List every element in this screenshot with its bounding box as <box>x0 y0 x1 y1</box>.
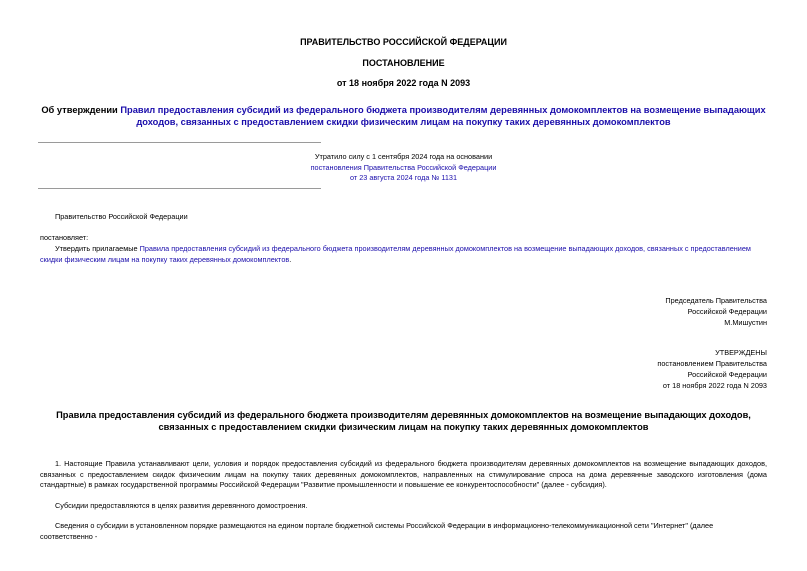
lost-force-decree-link[interactable]: постановления Правительства Российской Федерации <box>310 162 497 172</box>
government-paragraph: Правительство Российской Федерации <box>55 212 188 221</box>
rules-paragraph-3: Сведения о субсидии в установленном порядке размещаются на едином портале бюджетной системы Российской Федерации в информационно-телекоммуникационной сети "Интернет" (далее соответственно - <box>40 521 714 541</box>
rules-paragraph-1: 1. Настоящие Правила устанавливают цели, условия и порядок предоставления субсидий из федерального бюджета производителям деревянных домокомплектов на возмещение выпадающих доходов, связанных с предоставлением скидок физическим лицам на покупку таких деревянных домокомплектов, направленных на стимулирование спроса на дома деревянные заводского изготовления (дома стандартные) в рамках государственной программы Российской Федерации "Развитие промышленности и повышение ее конкурентоспособности" (далее - субсидия). <box>40 459 767 489</box>
document-title <box>40 104 767 128</box>
approve-rules-link[interactable]: Правила предоставления субсидий из федерального бюджета производителям деревянных домокомплектов на возмещение выпадающих доходов, связанных с предоставлением скидки физическим лицам на покупку таких деревянных домокомплектов <box>40 244 751 264</box>
approve-paragraph <box>40 244 767 265</box>
rules-paragraph-2: Субсидии предоставляются в целях развития деревянного домостроения. <box>55 501 308 510</box>
lost-force-date-link[interactable]: от 23 августа 2024 года № 1131 <box>349 173 458 182</box>
signature-name: М.Мишустин <box>724 318 767 327</box>
approve-prefix: Утвердить прилагаемые <box>55 244 140 253</box>
signature-position: Председатель Правительства <box>665 296 767 305</box>
approved-label: УТВЕРЖДЕНЫ <box>715 348 767 357</box>
approve-suffix: . <box>289 254 292 264</box>
signature-block <box>467 295 767 328</box>
document-date-number: от 18 ноября 2022 года N 2093 <box>336 78 471 88</box>
rules-title: Правила предоставления субсидий из федерального бюджета производителям деревянных домокомплектов на возмещение выпадающих доходов, связанных с предоставлением скидки физическим лицам на покупку таких деревянных домокомплектов <box>56 410 751 432</box>
title-rules-link[interactable]: Правил предоставления субсидий из федерального бюджета производителям деревянных домокомплектов на возмещение выпадающих доходов, связанных с предоставлением скидки физическим лицам на покупку таких деревянных домокомплектов <box>120 105 766 127</box>
approved-stamp <box>467 347 767 391</box>
document-type-heading: ПОСТАНОВЛЕНИЕ <box>362 58 445 68</box>
decides-paragraph: постановляет: <box>40 233 89 242</box>
divider-top <box>38 142 321 143</box>
government-heading: ПРАВИТЕЛЬСТВО РОССИЙСКОЙ ФЕДЕРАЦИИ <box>300 37 507 47</box>
approved-country: Российской Федерации <box>687 370 767 379</box>
lost-force-note <box>0 152 807 184</box>
signature-country: Российской Федерации <box>687 307 767 316</box>
lost-force-text: Утратило силу с 1 сентября 2024 года на основании <box>314 152 493 161</box>
title-prefix: Об утверждении <box>41 105 121 115</box>
divider-bottom <box>38 188 321 189</box>
approved-by: постановлением Правительства <box>657 359 767 368</box>
approved-date: от 18 ноября 2022 года N 2093 <box>662 381 767 390</box>
